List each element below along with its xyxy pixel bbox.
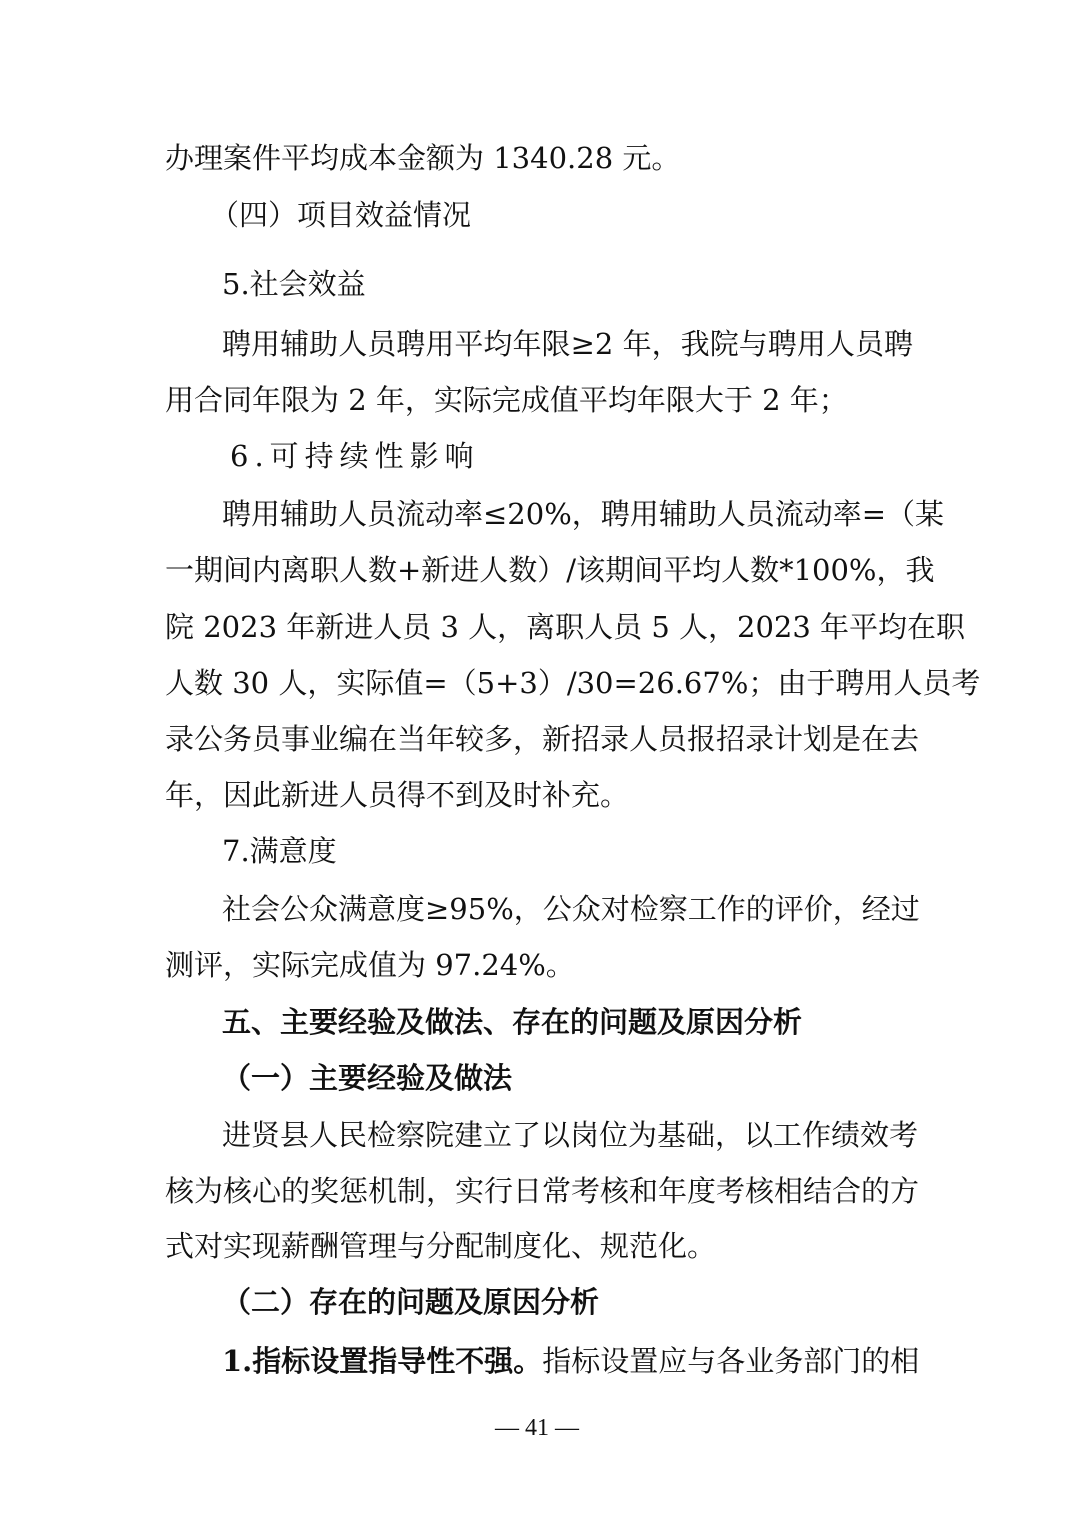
bold-lead-text: 1.指标设置指导性不强。 — [222, 1344, 543, 1378]
paragraph-line: 聘用辅助人员聘用平均年限≥2 年，我院与聘用人员聘 — [222, 327, 913, 361]
paragraph-line: 式对实现薪酬管理与分配制度化、规范化。 — [165, 1229, 717, 1263]
paragraph-line: 聘用辅助人员流动率≤20%，聘用辅助人员流动率=（某 — [222, 497, 945, 531]
section-heading: （四）项目效益情况 — [210, 198, 472, 232]
section-heading: （一）主要经验及做法 — [222, 1061, 513, 1095]
page-number: — 41 — — [495, 1415, 579, 1441]
subsection-heading: 5.社会效益 — [222, 267, 366, 301]
chapter-heading: 五、主要经验及做法、存在的问题及原因分析 — [222, 1005, 803, 1039]
paragraph-line: 人数 30 人，实际值=（5+3）/30=26.67%；由于聘用人员考 — [165, 666, 981, 700]
paragraph-line: 年，因此新进人员得不到及时补充。 — [165, 778, 630, 812]
paragraph-line — [222, 1343, 920, 1379]
paragraph-line: 一期间内离职人数+新进人数）/该期间平均人数*100%，我 — [165, 553, 935, 587]
paragraph-line: 进贤县人民检察院建立了以岗位为基础，以工作绩效考 — [222, 1118, 919, 1152]
subsection-heading: 7.满意度 — [222, 834, 337, 868]
paragraph-line: 办理案件平均成本金额为 1340.28 元。 — [165, 141, 681, 175]
paragraph-line: 用合同年限为 2 年，实际完成值平均年限大于 2 年； — [165, 383, 848, 417]
paragraph-line: 社会公众满意度≥95%，公众对检察工作的评价，经过 — [222, 892, 920, 926]
paragraph-line: 院 2023 年新进人员 3 人，离职人员 5 人，2023 年平均在职 — [165, 610, 966, 644]
subsection-heading: 6.可持续性影响 — [230, 439, 480, 473]
body-text: 指标设置应与各业务部门的相 — [542, 1344, 920, 1378]
paragraph-line: 测评，实际完成值为 97.24%。 — [165, 948, 575, 982]
section-heading: （二）存在的问题及原因分析 — [222, 1285, 600, 1319]
paragraph-line: 录公务员事业编在当年较多，新招录人员报招录计划是在去 — [165, 722, 920, 756]
paragraph-line: 核为核心的奖惩机制，实行日常考核和年度考核相结合的方 — [165, 1174, 920, 1208]
